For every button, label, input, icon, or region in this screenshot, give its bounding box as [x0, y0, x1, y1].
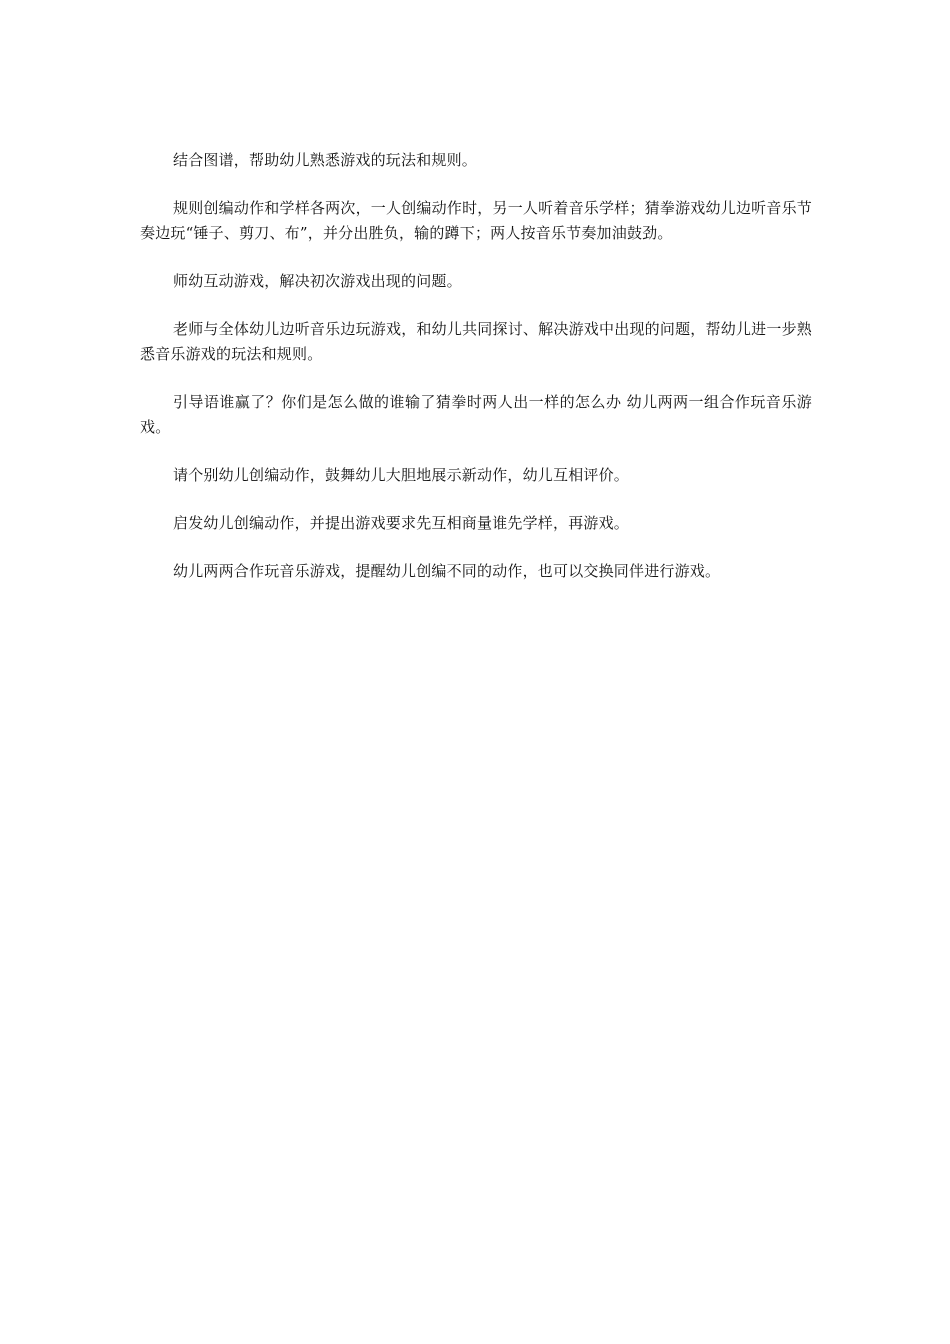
paragraph-5: 引导语谁赢了？你们是怎么做的谁输了猜拳时两人出一样的怎么办 幼儿两两一组合作玩音乐游戏。 [140, 393, 812, 436]
paragraph-6: 请个别幼儿创编动作，鼓舞幼儿大胆地展示新动作，幼儿互相评价。 [173, 466, 630, 484]
paragraph-1: 结合图谱，帮助幼儿熟悉游戏的玩法和规则。 [173, 151, 478, 169]
paragraph-4: 老师与全体幼儿边听音乐边玩游戏，和幼儿共同探讨、解决游戏中出现的问题，帮幼儿进一步熟悉音乐游戏的玩法和规则。 [140, 320, 812, 363]
paragraph-3: 师幼互动游戏，解决初次游戏出现的问题。 [173, 272, 462, 290]
paragraph-2: 规则创编动作和学样各两次，一人创编动作时，另一人听着音乐学样；猜拳游戏幼儿边听音乐节奏边玩“锤子、剪刀、布”，并分出胜负，输的蹲下；两人按音乐节奏加油鼓劲。 [140, 199, 812, 242]
paragraph-7: 启发幼儿创编动作，并提出游戏要求先互相商量谁先学样，再游戏。 [173, 514, 630, 532]
document-body [140, 148, 812, 607]
paragraph-8: 幼儿两两合作玩音乐游戏，提醒幼儿创编不同的动作，也可以交换同伴进行游戏。 [173, 562, 721, 580]
